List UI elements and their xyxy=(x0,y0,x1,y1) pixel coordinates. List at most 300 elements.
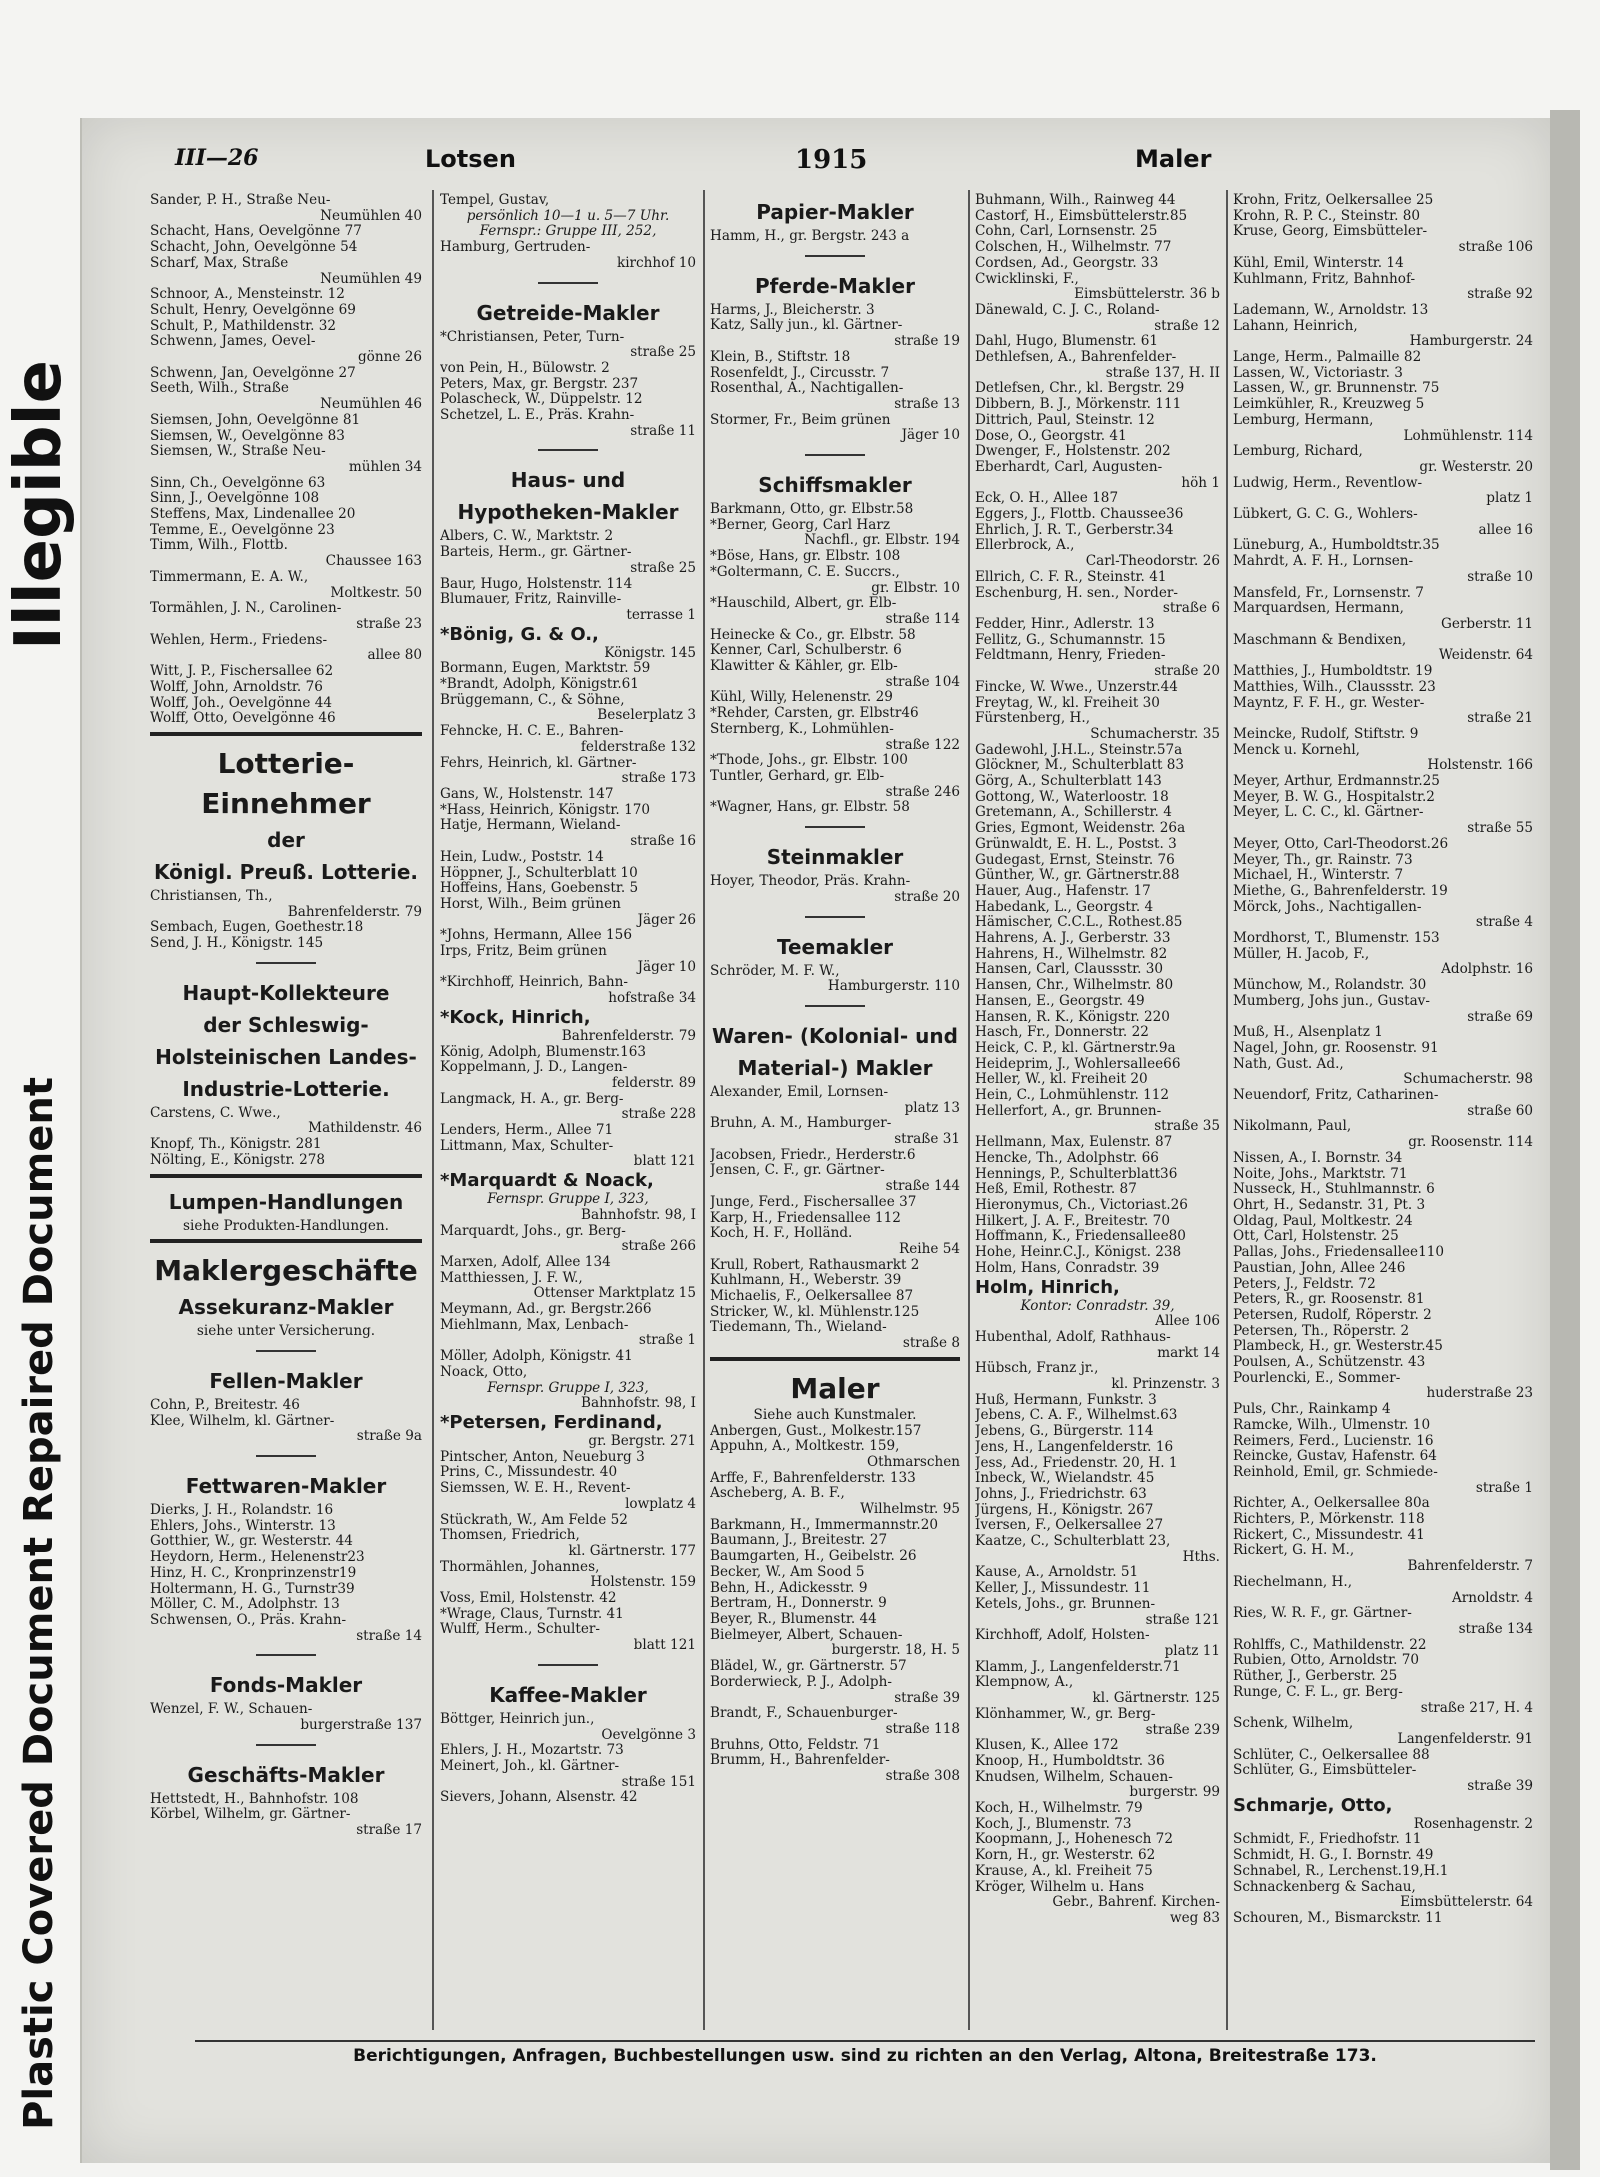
directory-entry: Detlefsen, Chr., kl. Bergstr. 29 xyxy=(975,381,1185,397)
directory-entry-note: Fernspr.: Gruppe III, 252, xyxy=(479,224,657,240)
directory-entry: Schnoor, A., Mensteinstr. 12 xyxy=(150,287,345,303)
featured-entry: *Kock, Hinrich, xyxy=(440,1006,591,1028)
section-separator xyxy=(710,906,960,928)
directory-entry-continuation: platz 11 xyxy=(1164,1643,1220,1659)
directory-entry: Stückrath, W., Am Felde 52 xyxy=(440,1512,628,1528)
directory-entry-continuation: straße 246 xyxy=(885,784,960,800)
directory-entry-continuation: huderstraße 23 xyxy=(1426,1386,1533,1402)
directory-entry: *Berner, Georg, Carl Harz xyxy=(710,517,890,533)
section-heading: Teemakler xyxy=(776,934,894,959)
directory-entry-continuation: straße 13 xyxy=(894,396,960,412)
directory-entry-continuation: gr. Bergstr. 271 xyxy=(588,1434,696,1449)
directory-entry: Kirchhoff, Adolf, Holsten- xyxy=(975,1628,1150,1644)
directory-entry-continuation: straße 17 xyxy=(356,1823,422,1839)
directory-entry: Knoop, H., Humboldtstr. 36 xyxy=(975,1753,1165,1769)
header-right-keyword: Maler xyxy=(1135,145,1212,173)
section-heading: Fonds-Makler xyxy=(209,1673,363,1698)
directory-entry: Grünwaldt, E. H. L., Postst. 3 xyxy=(975,836,1177,852)
directory-entry-continuation: markt 14 xyxy=(1157,1345,1220,1361)
directory-entry: Tiedemann, Th., Wieland- xyxy=(710,1320,887,1336)
directory-entry: Dänewald, C. J. C., Roland- xyxy=(975,302,1160,318)
directory-entry: Meyer, Th., gr. Rainstr. 73 xyxy=(1233,852,1413,868)
directory-entry: Cohn, P., Breitestr. 46 xyxy=(150,1397,300,1413)
directory-entry: Eberhardt, Carl, Augusten- xyxy=(975,459,1163,475)
section-heading: der xyxy=(267,827,305,852)
directory-entry-continuation: weg 83 xyxy=(1169,1910,1220,1926)
directory-entry: *Brandt, Adolph, Königstr.61 xyxy=(440,677,639,693)
directory-entry: Pallas, Johs., Friedensallee110 xyxy=(1233,1245,1445,1261)
directory-entry-continuation: straße 55 xyxy=(1467,821,1533,837)
directory-entry: Arffe, F., Bahrenfelderstr. 133 xyxy=(710,1470,916,1486)
directory-entry-continuation: burgerstr. 18, H. 5 xyxy=(831,1643,960,1659)
directory-entry: Lemburg, Richard, xyxy=(1233,444,1363,460)
directory-entry: Noack, Otto, xyxy=(440,1364,528,1380)
directory-entry: Krohn, R. P. C., Steinstr. 80 xyxy=(1233,208,1421,224)
directory-entry: Riechelmann, H., xyxy=(1233,1574,1353,1590)
directory-entry-continuation: felderstr. 89 xyxy=(611,1075,696,1091)
section-separator xyxy=(710,816,960,838)
directory-entry-continuation: straße 308 xyxy=(885,1769,960,1785)
directory-entry-continuation: Schumacherstr. 35 xyxy=(1090,726,1220,742)
directory-entry: Michaelis, F., Oelkersallee 87 xyxy=(710,1289,914,1305)
directory-entry: Klamm, J., Langenfelderstr.71 xyxy=(975,1659,1181,1675)
directory-entry: Barteis, Herm., gr. Gärtner- xyxy=(440,545,632,561)
directory-entry: Lüneburg, A., Humboldtstr.35 xyxy=(1233,538,1440,554)
directory-entry-continuation: platz 1 xyxy=(1486,491,1533,507)
directory-entry-continuation: straße 144 xyxy=(885,1179,960,1195)
directory-entry: König, Adolph, Blumenstr.163 xyxy=(440,1044,647,1060)
directory-entry: Knudsen, Wilhelm, Schauen- xyxy=(975,1769,1173,1785)
directory-entry: Schouren, M., Bismarckstr. 11 xyxy=(1233,1910,1443,1926)
directory-entry-note: persönlich 10—1 u. 5—7 Uhr. xyxy=(466,208,670,224)
section-heading: Papier-Makler xyxy=(756,200,914,224)
directory-entry: Kause, A., Arnoldstr. 51 xyxy=(975,1565,1139,1581)
directory-entry-continuation: straße 8 xyxy=(902,1336,960,1352)
directory-entry-continuation: allee 16 xyxy=(1478,522,1533,538)
directory-entry: Koopmann, J., Hohenesch 72 xyxy=(975,1832,1173,1848)
directory-entry: Nagel, John, gr. Roosenstr. 91 xyxy=(1233,1040,1439,1056)
directory-entry: Koch, J., Blumenstr. 73 xyxy=(975,1816,1132,1832)
directory-entry: Albers, C. W., Marktstr. 2 xyxy=(440,529,614,545)
directory-entry: Dierks, J. H., Rolandstr. 16 xyxy=(150,1503,334,1519)
directory-entry: Bielmeyer, Albert, Schauen- xyxy=(710,1627,903,1643)
directory-entry: Buhmann, Wilh., Rainweg 44 xyxy=(975,193,1176,208)
directory-entry-note: Fernspr. Gruppe I, 323, xyxy=(487,1380,649,1396)
directory-entry: Hämischer, C.C.L., Rothest.85 xyxy=(975,915,1183,931)
directory-entry: Menck u. Kornehl, xyxy=(1233,742,1360,758)
directory-entry: *Böse, Hans, gr. Elbstr. 108 xyxy=(710,549,901,565)
directory-entry: Wehlen, Herm., Friedens- xyxy=(150,632,328,648)
section-heading: Königl. Preuß. Lotterie. xyxy=(153,859,419,884)
directory-entry: Kuhlmann, H., Weberstr. 39 xyxy=(710,1273,902,1289)
section-separator xyxy=(150,1445,422,1467)
directory-entry: Schacht, John, Oevelgönne 54 xyxy=(150,240,358,256)
section-separator xyxy=(150,1644,422,1666)
directory-entry-continuation: felderstraße 132 xyxy=(580,739,696,755)
directory-entry: Klusen, K., Allee 172 xyxy=(975,1738,1119,1754)
directory-entry: Inbeck, W., Wielandstr. 45 xyxy=(975,1471,1155,1487)
directory-entry: *Johns, Hermann, Allee 156 xyxy=(440,928,632,944)
directory-entry: Siemsen, W., Straße Neu- xyxy=(150,444,326,460)
directory-entry: Baur, Hugo, Holstenstr. 114 xyxy=(440,576,633,592)
directory-entry-continuation: lowplatz 4 xyxy=(625,1496,696,1512)
directory-entry-continuation: straße 228 xyxy=(621,1107,696,1123)
section-heading: Assekuranz-Makler xyxy=(178,1295,394,1320)
directory-entry: Marquardsen, Hermann, xyxy=(1233,601,1404,617)
directory-entry: Meyer, Otto, Carl-Theodorst.26 xyxy=(1233,836,1449,852)
directory-entry-continuation: burgerstraße 137 xyxy=(300,1718,422,1734)
section-heading: Pferde-Makler xyxy=(755,273,915,298)
directory-column-1 xyxy=(150,193,422,1839)
directory-entry: Dwenger, F., Holstenstr. 202 xyxy=(975,444,1171,460)
directory-entry: Fellitz, G., Schumannstr. 15 xyxy=(975,632,1166,648)
directory-entry-continuation: Holstenstr. 166 xyxy=(1427,758,1533,774)
directory-entry: Bertram, H., Donnerstr. 9 xyxy=(710,1596,887,1612)
directory-entry: Meyer, B. W. G., Hospitalstr.2 xyxy=(1233,789,1435,805)
directory-entry-continuation: Arnoldstr. 4 xyxy=(1451,1590,1533,1606)
directory-entry: Jacobsen, Friedr., Herderstr.6 xyxy=(710,1147,916,1163)
directory-entry: Krull, Robert, Rathausmarkt 2 xyxy=(710,1257,920,1273)
directory-entry: Jebens, G., Bürgerstr. 114 xyxy=(975,1424,1154,1440)
directory-entry: Dethlefsen, A., Bahrenfelder- xyxy=(975,350,1177,366)
directory-entry-continuation: straße 134 xyxy=(1458,1621,1533,1637)
directory-entry: Matthies, J., Humboldtstr. 19 xyxy=(1233,664,1433,680)
directory-entry-continuation: straße 12 xyxy=(1154,318,1220,334)
directory-entry-continuation: straße 21 xyxy=(1467,711,1533,727)
directory-entry: Lenders, Herm., Allee 71 xyxy=(440,1123,614,1139)
major-heading: Lotterie- xyxy=(217,746,355,780)
directory-entry: Ascheberg, A. B. F., xyxy=(710,1486,845,1502)
directory-entry-continuation: Othmarschen xyxy=(867,1454,960,1470)
directory-entry: Hinz, H. C., Kronprinzenstr19 xyxy=(150,1565,357,1581)
directory-entry: Langmack, H. A., gr. Berg- xyxy=(440,1091,624,1107)
directory-entry: Ott, Carl, Holstenstr. 25 xyxy=(1233,1229,1399,1245)
directory-entry: Hamm, H., gr. Bergstr. 243 a xyxy=(710,229,910,244)
directory-entry: Lange, Herm., Palmaille 82 xyxy=(1233,350,1422,366)
directory-entry: Gretemann, A., Schillerstr. 4 xyxy=(975,805,1172,821)
directory-entry: Schenk, Wilhelm, xyxy=(1233,1716,1354,1732)
directory-entry: Müller, H. Jacob, F., xyxy=(1233,946,1370,962)
section-separator xyxy=(150,952,422,974)
directory-entry-continuation: straße 60 xyxy=(1467,1103,1533,1119)
directory-entry: Appuhn, A., Moltkestr. 159, xyxy=(710,1439,900,1455)
directory-entry: Wulff, Herm., Schulter- xyxy=(440,1622,600,1638)
directory-entry: Baumgarten, H., Geibelstr. 26 xyxy=(710,1549,917,1565)
directory-entry-continuation: Rosenhagenstr. 2 xyxy=(1413,1816,1533,1832)
directory-entry-continuation: Jäger 26 xyxy=(637,912,696,928)
directory-entry: Möller, C. M., Adolphstr. 13 xyxy=(150,1597,340,1613)
section-heading: Kaffee-Makler xyxy=(489,1682,647,1707)
section-separator xyxy=(440,272,696,294)
directory-entry-continuation: kl. Gärtnerstr. 177 xyxy=(568,1543,696,1559)
directory-entry: Gotthier, W., gr. Westerstr. 44 xyxy=(150,1534,353,1550)
directory-entry-continuation: straße 6 xyxy=(1162,601,1220,617)
directory-entry-continuation: Beselerplatz 3 xyxy=(597,708,696,724)
directory-entry: Rickert, C., Missundestr. 41 xyxy=(1233,1527,1425,1543)
directory-entry: Rosenfeldt, J., Circusstr. 7 xyxy=(710,365,890,381)
directory-entry: Görg, A., Schulterblatt 143 xyxy=(975,774,1162,790)
directory-entry: Thormählen, Johannes, xyxy=(440,1559,600,1575)
directory-entry-continuation: Hamburgerstr. 24 xyxy=(1409,334,1533,350)
directory-entry-continuation: burgerstr. 99 xyxy=(1129,1785,1220,1801)
directory-entry: Matthies, Wilh., Claussstr. 23 xyxy=(1233,679,1436,695)
directory-entry-continuation: Jäger 10 xyxy=(901,428,960,444)
directory-entry-continuation: straße 92 xyxy=(1467,287,1533,303)
directory-entry: Littmann, Max, Schulter- xyxy=(440,1138,614,1154)
directory-entry: Richters, P., Mörkenstr. 118 xyxy=(1233,1512,1425,1528)
directory-entry-continuation: terrasse 1 xyxy=(626,607,696,623)
directory-entry: Hoffeins, Hans, Goebenstr. 5 xyxy=(440,881,639,897)
directory-entry: Blädel, W., gr. Gärtnerstr. 57 xyxy=(710,1659,907,1675)
directory-entry: Kröger, Wilhelm u. Hans xyxy=(975,1879,1145,1895)
directory-entry: Korn, H., gr. Westerstr. 62 xyxy=(975,1848,1156,1864)
featured-entry: Holm, Hinrich, xyxy=(975,1276,1120,1298)
directory-entry-continuation: blatt 121 xyxy=(633,1638,696,1654)
directory-entry: Neuendorf, Fritz, Catharinen- xyxy=(1233,1088,1439,1104)
directory-entry: Noite, Johs., Marktstr. 71 xyxy=(1233,1166,1408,1182)
directory-entry: Mumberg, Johs jun., Gustav- xyxy=(1233,993,1430,1009)
directory-entry: Körbel, Wilhelm, gr. Gärtner- xyxy=(150,1807,351,1823)
directory-entry: Sembach, Eugen, Goethestr.18 xyxy=(150,920,364,936)
directory-entry: Freytag, W., kl. Freiheit 30 xyxy=(975,695,1160,711)
directory-entry-continuation: Lohmühlenstr. 114 xyxy=(1403,428,1533,444)
directory-entry: Sinn, Ch., Oevelgönne 63 xyxy=(150,475,326,491)
directory-entry: Stricker, W., kl. Mühlenstr.125 xyxy=(710,1304,920,1320)
directory-entry-continuation: straße 69 xyxy=(1467,1009,1533,1025)
directory-entry-continuation: straße 266 xyxy=(621,1239,696,1255)
directory-entry: Blumauer, Fritz, Rainville- xyxy=(440,592,622,608)
directory-entry-continuation: straße 23 xyxy=(356,616,422,632)
section-heading: der Schleswig- xyxy=(203,1012,369,1037)
section-heading: Waren- (Kolonial- und xyxy=(712,1023,958,1048)
directory-entry: Ehlers, J. H., Mozartstr. 73 xyxy=(440,1743,624,1759)
directory-entry: Hübsch, Franz jr., xyxy=(975,1361,1099,1377)
directory-entry: Holm, Hans, Conradstr. 39 xyxy=(975,1260,1160,1276)
directory-entry: Marquardt, Johs., gr. Berg- xyxy=(440,1223,626,1239)
directory-entry: Hasch, Fr., Donnerstr. 22 xyxy=(975,1025,1149,1041)
directory-entry: Tormählen, J. N., Carolinen- xyxy=(150,601,342,617)
directory-entry: Siemssen, W. E. H., Revent- xyxy=(440,1481,631,1497)
directory-entry: Richter, A., Oelkersallee 80a xyxy=(1233,1496,1430,1512)
directory-entry-continuation: Hths. xyxy=(1182,1549,1220,1565)
major-heading: Maklergeschäfte xyxy=(154,1254,418,1288)
directory-entry: Holtermann, H. G., Turnstr39 xyxy=(150,1581,355,1597)
directory-entry-continuation: straße 1 xyxy=(1475,1480,1533,1496)
directory-entry: Oldag, Paul, Moltkestr. 24 xyxy=(1233,1213,1413,1229)
directory-entry: Ludwig, Herm., Reventlow- xyxy=(1233,475,1423,491)
directory-entry: Meincke, Rudolf, Stiftstr. 9 xyxy=(1233,726,1419,742)
directory-entry: Mansfeld, Fr., Lornsenstr. 7 xyxy=(1233,585,1424,601)
directory-entry: Anbergen, Gust., Molkestr.157 xyxy=(710,1423,922,1439)
featured-entry: Schmarje, Otto, xyxy=(1233,1794,1393,1816)
directory-entry-continuation: Adolphstr. 16 xyxy=(1441,962,1533,978)
directory-entry: Alexander, Emil, Lornsen- xyxy=(710,1084,889,1100)
directory-entry: Barkmann, Otto, gr. Elbstr.58 xyxy=(710,502,914,518)
directory-entry: Hohe, Heinr.C.J., Königst. 238 xyxy=(975,1245,1182,1261)
directory-entry-continuation: straße 137, H. II xyxy=(1105,365,1220,381)
directory-entry-continuation: straße 20 xyxy=(894,889,960,905)
directory-entry: Siemsen, John, Oevelgönne 81 xyxy=(150,412,361,428)
directory-entry: Rüther, J., Gerberstr. 25 xyxy=(1233,1669,1398,1685)
directory-entry: Muß, H., Alsenplatz 1 xyxy=(1233,1025,1383,1041)
directory-entry: Feldtmann, Henry, Frieden- xyxy=(975,648,1166,664)
directory-entry: Seeth, Wilh., Straße xyxy=(150,381,289,397)
directory-entry: Heinecke & Co., gr. Elbstr. 58 xyxy=(710,627,916,643)
directory-entry: Katz, Sally jun., kl. Gärtner- xyxy=(710,318,903,334)
directory-entry: Poulsen, A., Schützenstr. 43 xyxy=(1233,1355,1426,1371)
directory-entry: *Goltermann, C. E. Succrs., xyxy=(710,564,900,580)
directory-entry: Borderwieck, P. J., Adolph- xyxy=(710,1674,892,1690)
directory-entry: Matthiessen, J. F. W., xyxy=(440,1270,583,1286)
section-heading: Steinmakler xyxy=(766,845,904,870)
featured-entry: *Marquardt & Noack, xyxy=(440,1170,654,1192)
directory-entry: Lassen, W., gr. Brunnenstr. 75 xyxy=(1233,381,1440,397)
directory-entry-continuation: straße 39 xyxy=(894,1690,960,1706)
directory-entry: Nusseck, H., Stuhlmannstr. 6 xyxy=(1233,1182,1435,1198)
directory-entry: Dahl, Hugo, Blumenstr. 61 xyxy=(975,334,1159,350)
directory-entry: Hencke, Th., Adolphstr. 66 xyxy=(975,1150,1159,1166)
directory-entry-continuation: straße 19 xyxy=(894,334,960,350)
directory-entry: Thomsen, Friedrich, xyxy=(440,1528,580,1544)
directory-entry: Michael, H., Winterstr. 7 xyxy=(1233,868,1404,884)
page-number: III—26 xyxy=(175,145,259,171)
directory-entry-continuation: straße 217, H. 4 xyxy=(1420,1700,1533,1716)
directory-entry: Timmermann, E. A. W., xyxy=(150,569,309,585)
directory-entry-continuation: gr. Elbstr. 10 xyxy=(871,580,960,596)
directory-entry: Gudegast, Ernst, Steinstr. 76 xyxy=(975,852,1175,868)
directory-entry: Böttger, Heinrich jun., xyxy=(440,1711,595,1727)
directory-entry: *Kirchhoff, Heinrich, Bahn- xyxy=(440,975,628,991)
directory-entry: Kühl, Willy, Helenenstr. 29 xyxy=(710,690,893,706)
directory-entry-continuation: straße 122 xyxy=(885,737,960,753)
directory-entry: Schlüter, C., Oelkersallee 88 xyxy=(1233,1747,1430,1763)
directory-entry: Schröder, M. F. W., xyxy=(710,963,840,979)
directory-entry: Jebens, C. A. F., Wilhelmst.63 xyxy=(975,1408,1178,1424)
directory-entry: Hilkert, J. A. F., Breitestr. 70 xyxy=(975,1213,1170,1229)
directory-entry-continuation: Weidenstr. 64 xyxy=(1438,648,1533,664)
directory-entry: Ries, W. R. F., gr. Gärtner- xyxy=(1233,1606,1412,1622)
directory-entry: Hellerfort, A., gr. Brunnen- xyxy=(975,1103,1162,1119)
directory-entry: Timm, Wilh., Flottb. xyxy=(150,538,288,554)
section-rule xyxy=(710,1352,960,1366)
directory-entry-continuation: Ottenser Marktplatz 15 xyxy=(533,1286,696,1302)
directory-entry: Ellerbrock, A., xyxy=(975,538,1075,554)
featured-entry: *Bönig, G. & O., xyxy=(440,623,599,645)
directory-entry: Becker, W., Am Sood 5 xyxy=(710,1564,865,1580)
directory-entry-continuation: Bahnhofstr. 98, I xyxy=(581,1207,696,1223)
directory-entry-continuation: straße 39 xyxy=(1467,1779,1533,1795)
page-header xyxy=(95,145,1535,185)
directory-entry: *Hass, Heinrich, Königstr. 170 xyxy=(440,802,651,818)
directory-entry: Hieronymus, Ch., Victoriast.26 xyxy=(975,1198,1188,1213)
directory-entry-continuation: Eimsbüttelerstr. 36 b xyxy=(1074,287,1220,303)
directory-entry: Temme, E., Oevelgönne 23 xyxy=(150,522,335,538)
directory-entry-continuation: Königstr. 145 xyxy=(604,645,696,661)
section-separator xyxy=(440,439,696,461)
section-heading: Haus- und xyxy=(510,468,626,493)
directory-entry: Heideprim, J., Wohlersallee66 xyxy=(975,1056,1181,1072)
directory-entry: Rickert, G. H. M., xyxy=(1233,1543,1355,1559)
directory-entry-continuation: Chaussee 163 xyxy=(325,554,422,570)
directory-entry-continuation: Allee 106 xyxy=(1155,1314,1220,1330)
directory-entry: Fedder, Hinr., Adlerstr. 13 xyxy=(975,616,1155,632)
page-footer: Berichtigungen, Anfragen, Buchbestellungen usw. sind zu richten an den Verlag, Altona, Breitestraße 173. xyxy=(195,2040,1535,2074)
directory-entry: Wolff, Joh., Oevelgönne 44 xyxy=(150,695,333,711)
directory-entry: Barkmann, H., Immermannstr.20 xyxy=(710,1517,939,1533)
directory-entry: Kruse, Georg, Eimsbütteler- xyxy=(1233,224,1428,240)
directory-entry: Maschmann & Bendixen, xyxy=(1233,632,1407,648)
directory-entry-continuation: Neumühlen 49 xyxy=(320,271,422,287)
section-separator xyxy=(440,1654,696,1676)
directory-entry: Eschenburg, H. sen., Norder- xyxy=(975,585,1179,601)
directory-entry-continuation: straße 104 xyxy=(885,674,960,690)
directory-entry-continuation: kl. Gärtnerstr. 125 xyxy=(1092,1691,1220,1707)
directory-column-4 xyxy=(975,193,1220,1927)
major-heading: Maler xyxy=(790,1371,880,1405)
directory-entry-continuation: Bahrenfelderstr. 7 xyxy=(1407,1559,1533,1575)
directory-entry: Petersen, Rudolf, Röperstr. 2 xyxy=(1233,1307,1432,1323)
directory-entry: Gans, W., Holstenstr. 147 xyxy=(440,786,614,802)
directory-entry-continuation: Bahrenfelderstr. 79 xyxy=(561,1028,696,1044)
directory-entry-continuation: straße 239 xyxy=(1145,1722,1220,1738)
section-heading: Industrie-Lotterie. xyxy=(182,1076,390,1101)
directory-entry: Reinhold, Emil, gr. Schmiede- xyxy=(1233,1464,1438,1480)
directory-entry: Meinert, Joh., kl. Gärtner- xyxy=(440,1758,620,1774)
directory-entry-continuation: Eimsbüttelerstr. 64 xyxy=(1400,1895,1533,1911)
directory-entry: Fincke, W. Wwe., Unzerstr.44 xyxy=(975,679,1178,695)
directory-entry: Witt, J. P., Fischersallee 62 xyxy=(150,664,334,680)
directory-entry: Dittrich, Paul, Steinstr. 12 xyxy=(975,412,1155,428)
directory-entry-continuation: straße 9a xyxy=(356,1429,422,1445)
directory-entry-continuation: straße 118 xyxy=(885,1721,960,1737)
directory-entry: Huß, Hermann, Funkstr. 3 xyxy=(975,1392,1157,1408)
directory-entry: Steffens, Max, Lindenallee 20 xyxy=(150,507,356,523)
directory-entry: Klawitter & Kähler, gr. Elb- xyxy=(710,659,898,675)
directory-entry-continuation: Moltkestr. 50 xyxy=(330,585,422,601)
directory-entry: Münchow, M., Rolandstr. 30 xyxy=(1233,978,1427,994)
directory-entry: Hoffmann, K., Friedensallee80 xyxy=(975,1229,1186,1245)
directory-entry: Keller, J., Missundestr. 11 xyxy=(975,1581,1151,1597)
directory-entry: Fehncke, H. C. E., Bahren- xyxy=(440,724,624,740)
directory-entry: Brüggemann, C., & Söhne, xyxy=(440,692,625,708)
directory-entry: Voss, Emil, Holstenstr. 42 xyxy=(440,1591,617,1607)
directory-entry: Hahrens, H., Wilhelmstr. 82 xyxy=(975,946,1168,962)
directory-entry-continuation: straße 114 xyxy=(885,611,960,627)
directory-entry: Klein, B., Stiftstr. 18 xyxy=(710,349,851,365)
directory-entry: Heydorn, Herm., Helenenstr23 xyxy=(150,1550,365,1566)
directory-entry: Horst, Wilh., Beim grünen xyxy=(440,896,621,912)
directory-entry-continuation: Schumacherstr. 98 xyxy=(1403,1072,1533,1088)
directory-entry: Peters, R., gr. Roosenstr. 81 xyxy=(1233,1292,1425,1308)
directory-entry: Knopf, Th., Königstr. 281 xyxy=(150,1137,322,1153)
directory-entry: Eck, O. H., Allee 187 xyxy=(975,491,1119,507)
directory-entry: Koch, H. F., Holländ. xyxy=(710,1226,853,1242)
directory-entry-continuation: blatt 121 xyxy=(633,1154,696,1170)
directory-entry: Meyer, L. C. C., kl. Gärtner- xyxy=(1233,805,1424,821)
directory-entry: Wolff, John, Arnoldstr. 76 xyxy=(150,679,323,695)
directory-entry-continuation: straße 151 xyxy=(621,1774,696,1790)
directory-entry: Lademann, W., Arnoldstr. 13 xyxy=(1233,302,1429,318)
directory-entry: Miehlmann, Max, Lenbach- xyxy=(440,1317,629,1333)
directory-entry: Peters, Max, gr. Bergstr. 237 xyxy=(440,376,639,392)
directory-entry-continuation: Gerberstr. 11 xyxy=(1440,616,1533,632)
section-separator xyxy=(710,444,960,466)
directory-entry: Siemsen, W., Oevelgönne 83 xyxy=(150,428,345,444)
directory-entry: Cwicklinski, F., xyxy=(975,271,1079,287)
directory-entry: Hein, Ludw., Poststr. 14 xyxy=(440,849,604,865)
directory-entry-continuation: gönne 26 xyxy=(357,350,422,366)
directory-entry: Nissen, A., I. Bornstr. 34 xyxy=(1233,1150,1403,1166)
